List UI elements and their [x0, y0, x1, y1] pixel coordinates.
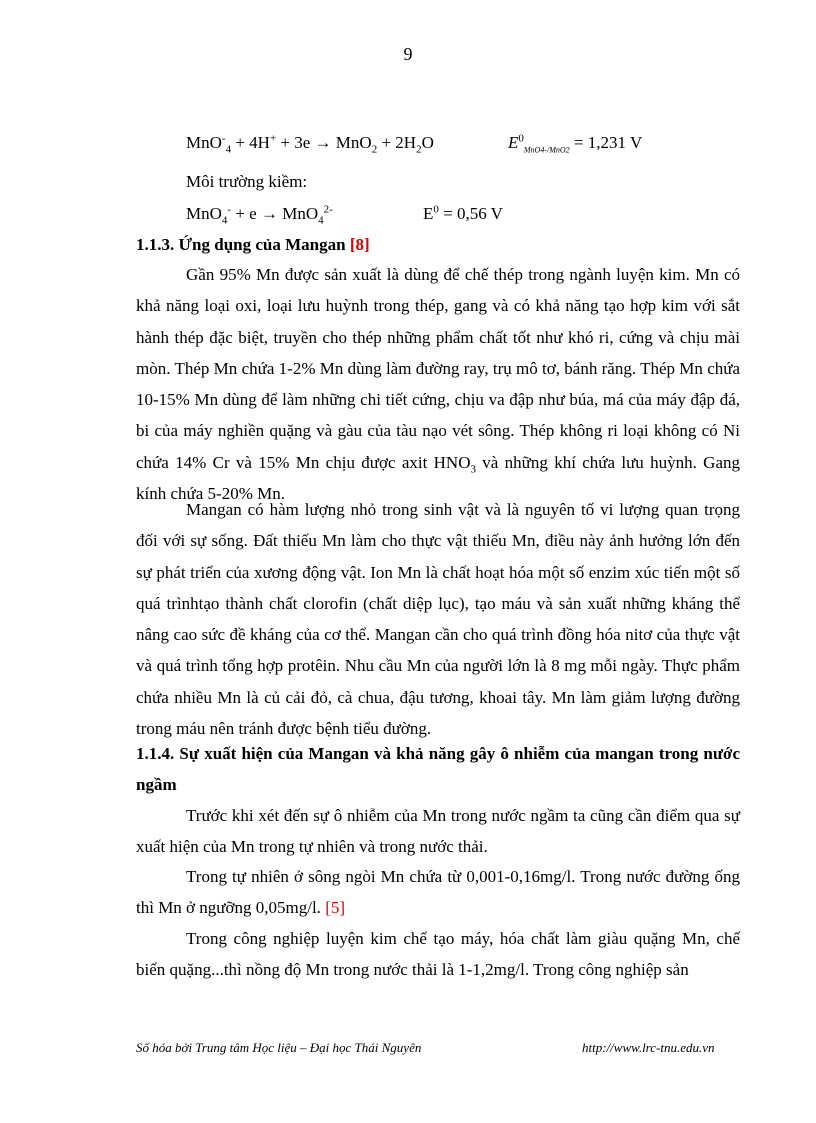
paragraph-biological-role: Mangan có hàm lượng nhỏ trong sinh vật và là nguyên tố vi lượng quan trọng đối với sự sống. Đất thiếu Mn làm cho thực vật thiếu Mn, điều này ảnh hưởng lớn đến sự phát triển của xương động vật. Ion Mn là chất hoạt hóa một số enzim xúc tiến một số quá trìnhtạo thành chất clorofin (chất diệp lục), tạo máu và sản xuất những kháng thể nâng cao sức đề kháng của cơ thể. Mangan cần cho quá trình đồng hóa nitơ của thực vật và quá trình tổng hợp protêin. Nhu cầu Mn của người lớn là 8 mg mỗi ngày. Thực phẩm chứa nhiều Mn là củ cải đỏ, cà chua, đậu tương, khoai tây. Mn làm giảm lượng đường trong máu nên tránh được bệnh tiểu đường.: [136, 500, 740, 739]
medium-label: Môi trường kiềm:: [186, 172, 308, 191]
citation-5: [5]: [325, 898, 346, 918]
footer-url-link[interactable]: http://www.lrc-tnu.edu.vn: [582, 1040, 715, 1055]
paragraph-industrial-levels: Trong công nghiệp luyện kim chế tạo máy, hóa chất làm giàu quặng Mn, chế biến quặng...thì nồng độ Mn trong nước thải là 1-1,2mg/l. Trong công nghiệp sản: [136, 929, 740, 980]
paragraph-steel-uses: Gần 95% Mn được sản xuất là dùng để chế thép trong ngành luyện kim. Mn có khả năng loại oxi, loại lưu huỳnh trong thép, gang và có khả năng tạo hợp kim với sắt hành thép đặc biệt, truyền cho thép những phẩm chất tốt như khó ri, cứng và chịu mài mòn. Thép Mn chứa 1-2% Mn dùng làm đường ray, trụ mô tơ, bánh răng. Thép Mn chứa 10-15% Mn dùng để làm những chi tiết cứng, chịu va đập như búa, má của máy đập đá, bi của máy nghiền quặng và gàu của tàu nạo vét sông. Thép không ri loại không có Ni chứa 14% Cr và 15% Mn chịu được axit $HNO_3$ và những khí chứa lưu huỳnh. Gang kính chứa 5-20% Mn.: [136, 265, 740, 504]
equation-acid-potential: $E^0_{MnO4-/MnO2} = 1,231$ V: [508, 132, 643, 155]
page-number: 9: [403, 44, 413, 64]
paragraph-natural-levels: Trong tự nhiên ở sông ngòi Mn chứa từ 0,001-0,16mg/l. Trong nước đường ống thì Mn ở ngưỡng 0,05mg/l. [5]: [136, 867, 740, 918]
equation-acid: $MnO^-_4 + 4H^+ + 3e \to MnO_2 + 2H_2O$: [186, 132, 434, 156]
equation-alkaline: MnO$_4$- + e → MnO$_4^{2-}$: [186, 203, 333, 227]
section-heading-114: 1.1.4. Sự xuất hiện của Mangan và khả năng gây ô nhiễm của mangan trong nước ngầm: [136, 744, 740, 794]
section-heading-113: 1.1.3. Ứng dụng của Mangan [8]: [136, 235, 370, 254]
footer-digitized-by: Số hóa bởi Trung tâm Học liệu – Đại học Thái Nguyên: [136, 1040, 422, 1055]
equation-alkaline-potential: $E^0 = 0,56$ V: [423, 203, 503, 223]
citation-8: [8]: [349, 235, 370, 254]
paragraph-occurrence-intro: Trước khi xét đến sự ô nhiễm của Mn trong nước ngầm ta cũng cần điểm qua sự xuất hiện của Mn trong tự nhiên và trong nước thải.: [136, 806, 740, 857]
